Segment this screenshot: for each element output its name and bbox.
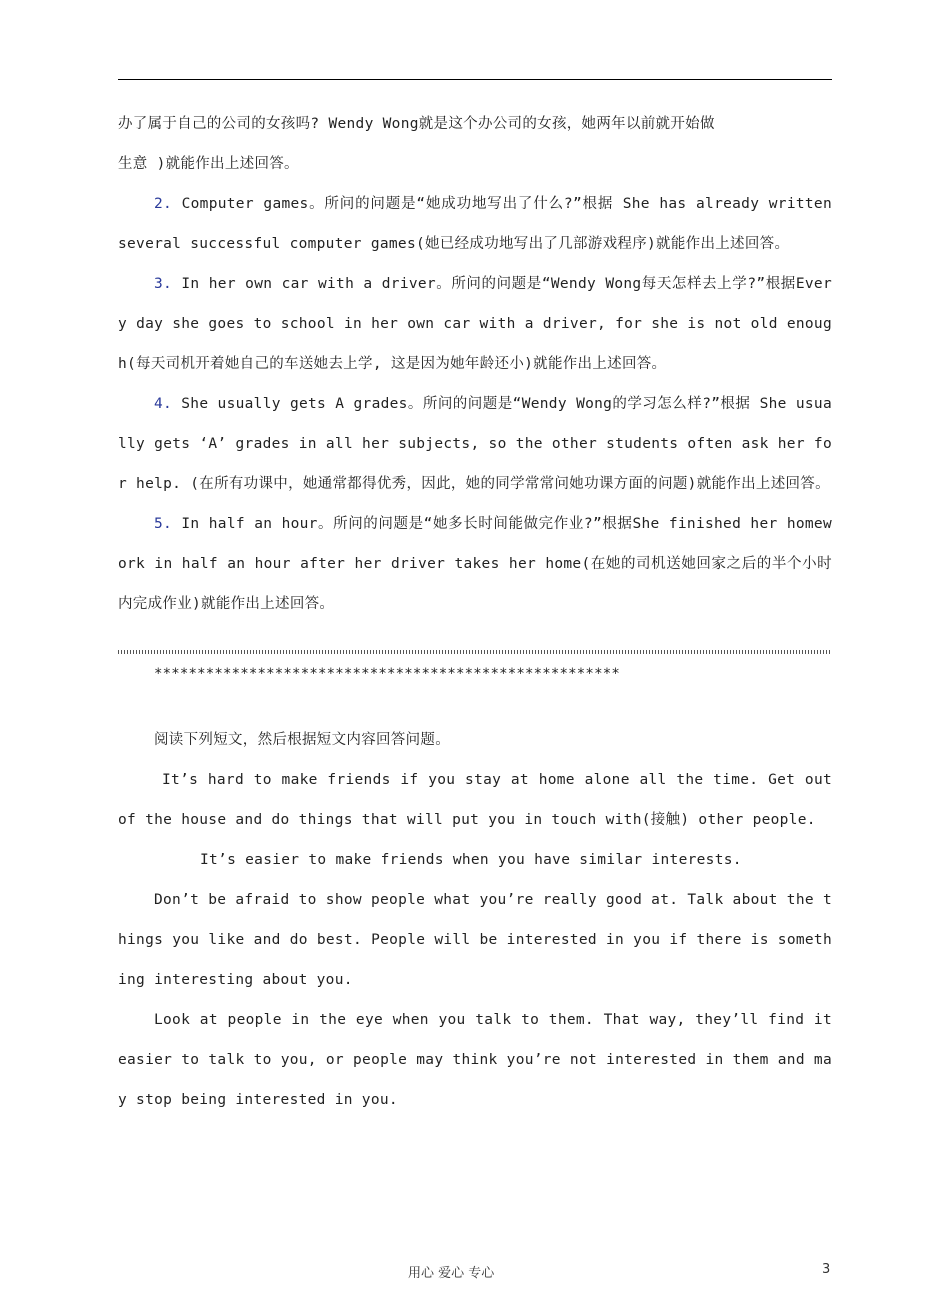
answer-text: Computer games。所问的问题是“她成功地写出了什么?”根据 She has already written several successful computer games(她已经成功地写出了几部游戏程序)就能作出上述回答。	[118, 196, 832, 252]
reading-paragraph-2: It’s easier to make friends when you have similar interests.	[200, 852, 742, 868]
reading-paragraph-1: It’s hard to make friends if you stay at home alone all the time. Get out of the house and do things that will put you in touch with(接触) other people.	[118, 772, 832, 828]
footer-motto: 用心 爱心 专心	[408, 1266, 495, 1281]
page-number: 3	[822, 1262, 831, 1277]
reading-paragraph-3: Don’t be afraid to show people what you’re really good at. Talk about the things you like and do best. People will be interested in you if there is something interesting about you.	[118, 892, 832, 988]
answer-5	[118, 504, 832, 624]
answer-3	[118, 264, 832, 384]
reading-instruction: 阅读下列短文，然后根据短文内容回答问题。	[154, 732, 450, 748]
section-separator	[118, 650, 832, 686]
answer-text: In her own car with a driver。所问的问题是“Wendy Wong每天怎样去上学?”根据Every day she goes to school in her own car with a driver, for she is not old enough(每天司机开着她自己的车送她去上学, 这是因为她年龄还小)就能作出上述回答。	[118, 276, 832, 372]
page-content	[118, 104, 832, 1120]
answer-1-line-1: 办了属于自己的公司的女孩吗? Wendy Wong就是这个办公司的女孩，她两年以前就开始做	[118, 116, 715, 132]
dotted-divider	[118, 650, 832, 654]
header-rule	[118, 79, 832, 80]
answer-number: 4.	[154, 396, 173, 412]
answer-number: 3.	[154, 276, 173, 292]
answer-number: 5.	[154, 516, 173, 532]
star-divider: ******************************************************	[154, 666, 620, 682]
answer-2	[118, 184, 832, 264]
reading-section	[118, 720, 832, 1120]
answer-4	[118, 384, 832, 504]
answer-1-line-2: 生意 )就能作出上述回答。	[118, 156, 299, 172]
answer-number: 2.	[154, 196, 173, 212]
answer-text: She usually gets A grades。所问的问题是“Wendy Wong的学习怎么样?”根据 She usually gets ‘A’ grades in all her subjects, so the other students often ask her for help. (在所有功课中，她通常都得优秀，因此，她的同学常常问她功课方面的问题)就能作出上述回答。	[118, 396, 832, 492]
reading-paragraph-4: Look at people in the eye when you talk to them. That way, they’ll find it easier to talk to you, or people may think you’re not interested in them and may stop being interested in you.	[118, 1012, 832, 1108]
answer-text: In half an hour。所问的问题是“她多长时间能做完作业?”根据She finished her homework in half an hour after her driver takes her home(在她的司机送她回家之后的半个小时内完成作业)就能作出上述回答。	[118, 516, 832, 612]
